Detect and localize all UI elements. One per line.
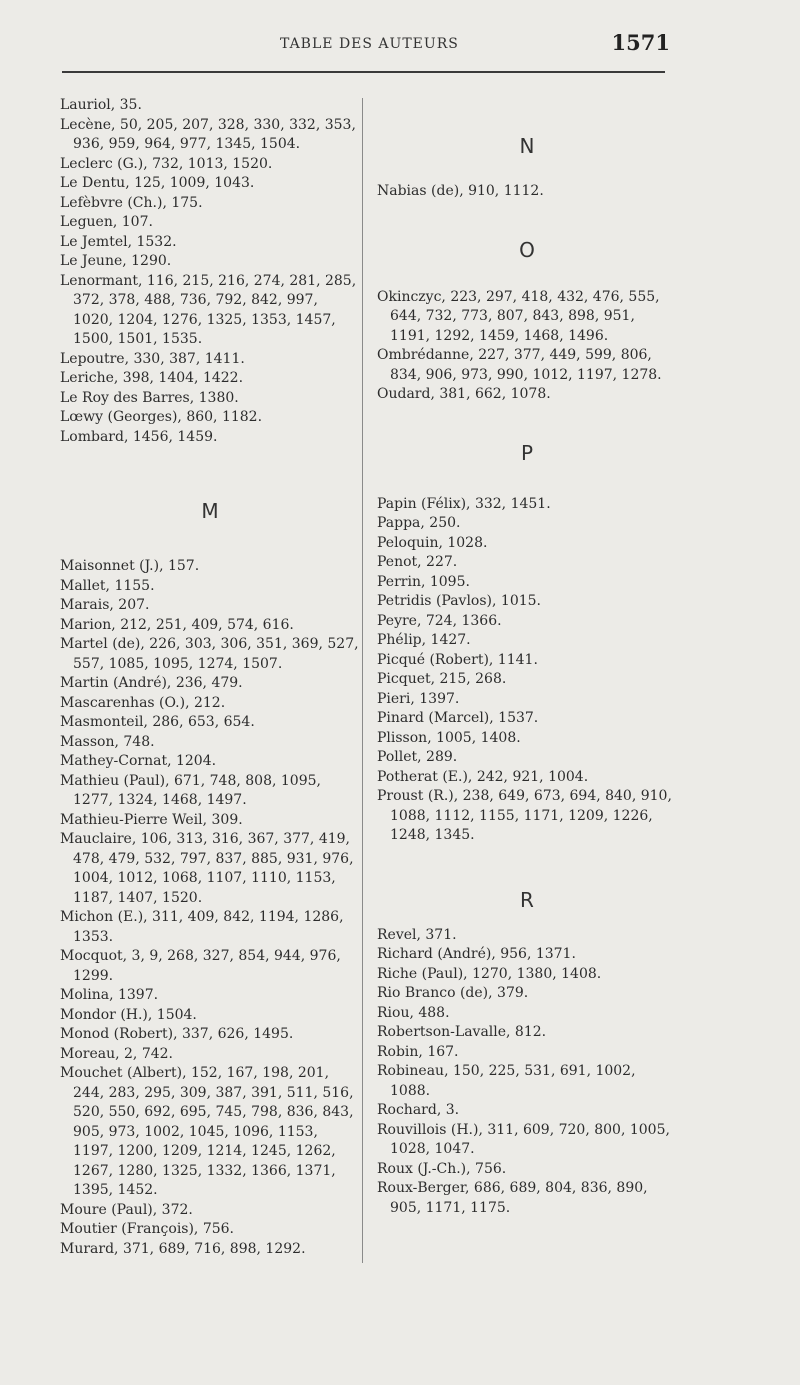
section-r bbox=[377, 888, 677, 1219]
index-entry: Riou, 488. bbox=[377, 1004, 450, 1021]
index-entry: Mocquot, 3, 9, 268, 327, 854, 944, 976, 1299. bbox=[60, 948, 341, 984]
index-entry: Mauclaire, 106, 313, 316, 367, 377, 419, 478, 479, 532, 797, 837, 885, 931, 976, 1004, 1012, 1068, 1107, 1110, 1153, 1187, 1407, 1520. bbox=[60, 831, 354, 906]
index-entry: Le Roy des Barres, 1380. bbox=[60, 389, 239, 406]
section-p bbox=[377, 441, 677, 846]
index-entry: Pappa, 250. bbox=[377, 515, 461, 531]
index-entry: Monod (Robert), 337, 626, 1495. bbox=[60, 1026, 294, 1042]
index-entry: Martel (de), 226, 303, 306, 351, 369, 527, 557, 1085, 1095, 1274, 1507. bbox=[60, 636, 359, 672]
index-entry: Murard, 371, 689, 716, 898, 1292. bbox=[60, 1240, 306, 1257]
index-entry: Robin, 167. bbox=[377, 1043, 459, 1060]
index-entry: Mouchet (Albert), 152, 167, 198, 201, 244, 283, 295, 309, 387, 391, 511, 516, 520, 550, 692, 695, 745, 798, 836, 843, 905, 973, 1002, 1045, 1096, 1153, 1197, 1200, 1209, 1214, 1245, 1262, 1267, 1280, 1325, 1332, 1366, 1371, 1395, 1452. bbox=[60, 1065, 354, 1198]
index-entry: Mathieu-Pierre Weil, 309. bbox=[60, 811, 243, 828]
index-entry: Picquet, 215, 268. bbox=[377, 671, 507, 687]
index-entry: Mathieu (Paul), 671, 748, 808, 1095, 1277, 1324, 1468, 1497. bbox=[60, 772, 321, 808]
index-entry: Le Dentu, 125, 1009, 1043. bbox=[60, 175, 255, 191]
index-entry: Lœwy (Georges), 860, 1182. bbox=[60, 409, 263, 425]
index-entry: Marion, 212, 251, 409, 574, 616. bbox=[60, 616, 294, 633]
index-entry: Mathey-Cornat, 1204. bbox=[60, 753, 217, 769]
index-entry: Lefèbvre (Ch.), 175. bbox=[60, 194, 203, 211]
index-entry: Martin (André), 236, 479. bbox=[60, 675, 243, 691]
index-entry: Marais, 207. bbox=[60, 597, 150, 613]
index-entry: Proust (R.), 238, 649, 673, 694, 840, 910, 1088, 1112, 1155, 1171, 1209, 1226, 1248, 1345. bbox=[377, 788, 672, 843]
index-entry: Leriche, 398, 1404, 1422. bbox=[60, 370, 244, 386]
index-entry: Maisonnet (J.), 157. bbox=[60, 558, 200, 574]
index-entry: Rio Branco (de), 379. bbox=[377, 985, 529, 1001]
index-entry: Mallet, 1155. bbox=[60, 577, 155, 594]
index-entry: Plisson, 1005, 1408. bbox=[377, 729, 521, 746]
index-entry: Molina, 1397. bbox=[60, 987, 159, 1003]
index-entry: Pieri, 1397. bbox=[377, 690, 460, 707]
index-entry: Perrin, 1095. bbox=[377, 573, 470, 590]
index-entry: Ombrédanne, 227, 377, 449, 599, 806, 834, 906, 973, 990, 1012, 1197, 1278. bbox=[377, 347, 662, 383]
index-entry: Revel, 371. bbox=[377, 926, 457, 943]
section-o bbox=[377, 238, 677, 405]
index-entry: Mondor (H.), 1504. bbox=[60, 1006, 197, 1023]
index-entry: Mascarenhas (O.), 212. bbox=[60, 694, 226, 711]
index-entry: Robertson-Lavalle, 812. bbox=[377, 1024, 547, 1040]
page-number: 1571 bbox=[611, 30, 670, 55]
section-m bbox=[60, 499, 360, 1259]
index-entry: Pinard (Marcel), 1537. bbox=[377, 710, 539, 726]
index-entry: Leclerc (G.), 732, 1013, 1520. bbox=[60, 155, 273, 172]
index-entry: Phélip, 1427. bbox=[377, 632, 471, 648]
index-entry: Rochard, 3. bbox=[377, 1102, 460, 1118]
index-entry: Moure (Paul), 372. bbox=[60, 1201, 193, 1218]
index-entry: Lepoutre, 330, 387, 1411. bbox=[60, 350, 245, 367]
left-column bbox=[60, 96, 360, 1259]
section-l bbox=[60, 96, 360, 447]
index-entry: Masmonteil, 286, 653, 654. bbox=[60, 714, 255, 730]
section-letter-p: P bbox=[520, 440, 534, 465]
index-entry: Leguen, 107. bbox=[60, 214, 153, 230]
column-divider bbox=[362, 98, 363, 1263]
index-entry: Moreau, 2, 742. bbox=[60, 1045, 173, 1062]
section-letter-o: O bbox=[519, 237, 535, 262]
index-entry: Moutier (François), 756. bbox=[60, 1221, 235, 1237]
index-entry: Roux (J.-Ch.), 756. bbox=[377, 1160, 507, 1177]
index-entry: Potherat (E.), 242, 921, 1004. bbox=[377, 768, 589, 785]
index-entry: Peyre, 724, 1366. bbox=[377, 612, 502, 629]
index-entry: Rouvillois (H.), 311, 609, 720, 800, 1005, 1028, 1047. bbox=[377, 1121, 670, 1157]
index-entry: Lauriol, 35. bbox=[60, 97, 142, 113]
header-rule bbox=[62, 71, 665, 73]
index-entry: Nabias (de), 910, 1112. bbox=[377, 183, 544, 199]
index-entry: Pollet, 289. bbox=[377, 749, 458, 765]
section-n bbox=[377, 134, 677, 202]
index-entry: Oudard, 381, 662, 1078. bbox=[377, 386, 551, 402]
index-entry: Masson, 748. bbox=[60, 733, 155, 750]
index-entry: Petridis (Pavlos), 1015. bbox=[377, 593, 541, 609]
section-letter-m: M bbox=[201, 499, 219, 523]
section-letter-n: N bbox=[519, 134, 535, 158]
index-entry: Picqué (Robert), 1141. bbox=[377, 651, 538, 668]
index-entry: Penot, 227. bbox=[377, 554, 458, 570]
right-column bbox=[377, 96, 677, 1218]
index-entry: Michon (E.), 311, 409, 842, 1194, 1286, 1353. bbox=[60, 909, 344, 945]
section-letter-r: R bbox=[520, 887, 534, 912]
index-entry: Riche (Paul), 1270, 1380, 1408. bbox=[377, 965, 602, 982]
index-entry: Okinczyc, 223, 297, 418, 432, 476, 555, 644, 732, 773, 807, 843, 898, 951, 1191, 1292, 1459, 1468, 1496. bbox=[377, 288, 660, 344]
index-entry: Peloquin, 1028. bbox=[377, 534, 488, 551]
index-entry: Richard (André), 956, 1371. bbox=[377, 946, 576, 962]
index-entry: Roux-Berger, 686, 689, 804, 836, 890, 905, 1171, 1175. bbox=[377, 1180, 648, 1216]
index-entry: Le Jeune, 1290. bbox=[60, 253, 172, 269]
index-entry: Lecène, 50, 205, 207, 328, 330, 332, 353, 936, 959, 964, 977, 1345, 1504. bbox=[60, 116, 356, 152]
index-entry: Le Jemtel, 1532. bbox=[60, 233, 177, 250]
index-entry: Robineau, 150, 225, 531, 691, 1002, 1088. bbox=[377, 1063, 636, 1099]
index-entry: Papin (Félix), 332, 1451. bbox=[377, 495, 551, 512]
index-entry: Lenormant, 116, 215, 216, 274, 281, 285, 372, 378, 488, 736, 792, 842, 997, 1020, 1204, 1276, 1325, 1353, 1457, 1500, 1501, 1535. bbox=[60, 272, 357, 347]
running-title: TABLE DES AUTEURS bbox=[280, 36, 459, 52]
index-entry: Lombard, 1456, 1459. bbox=[60, 428, 218, 445]
page-header bbox=[0, 26, 800, 56]
